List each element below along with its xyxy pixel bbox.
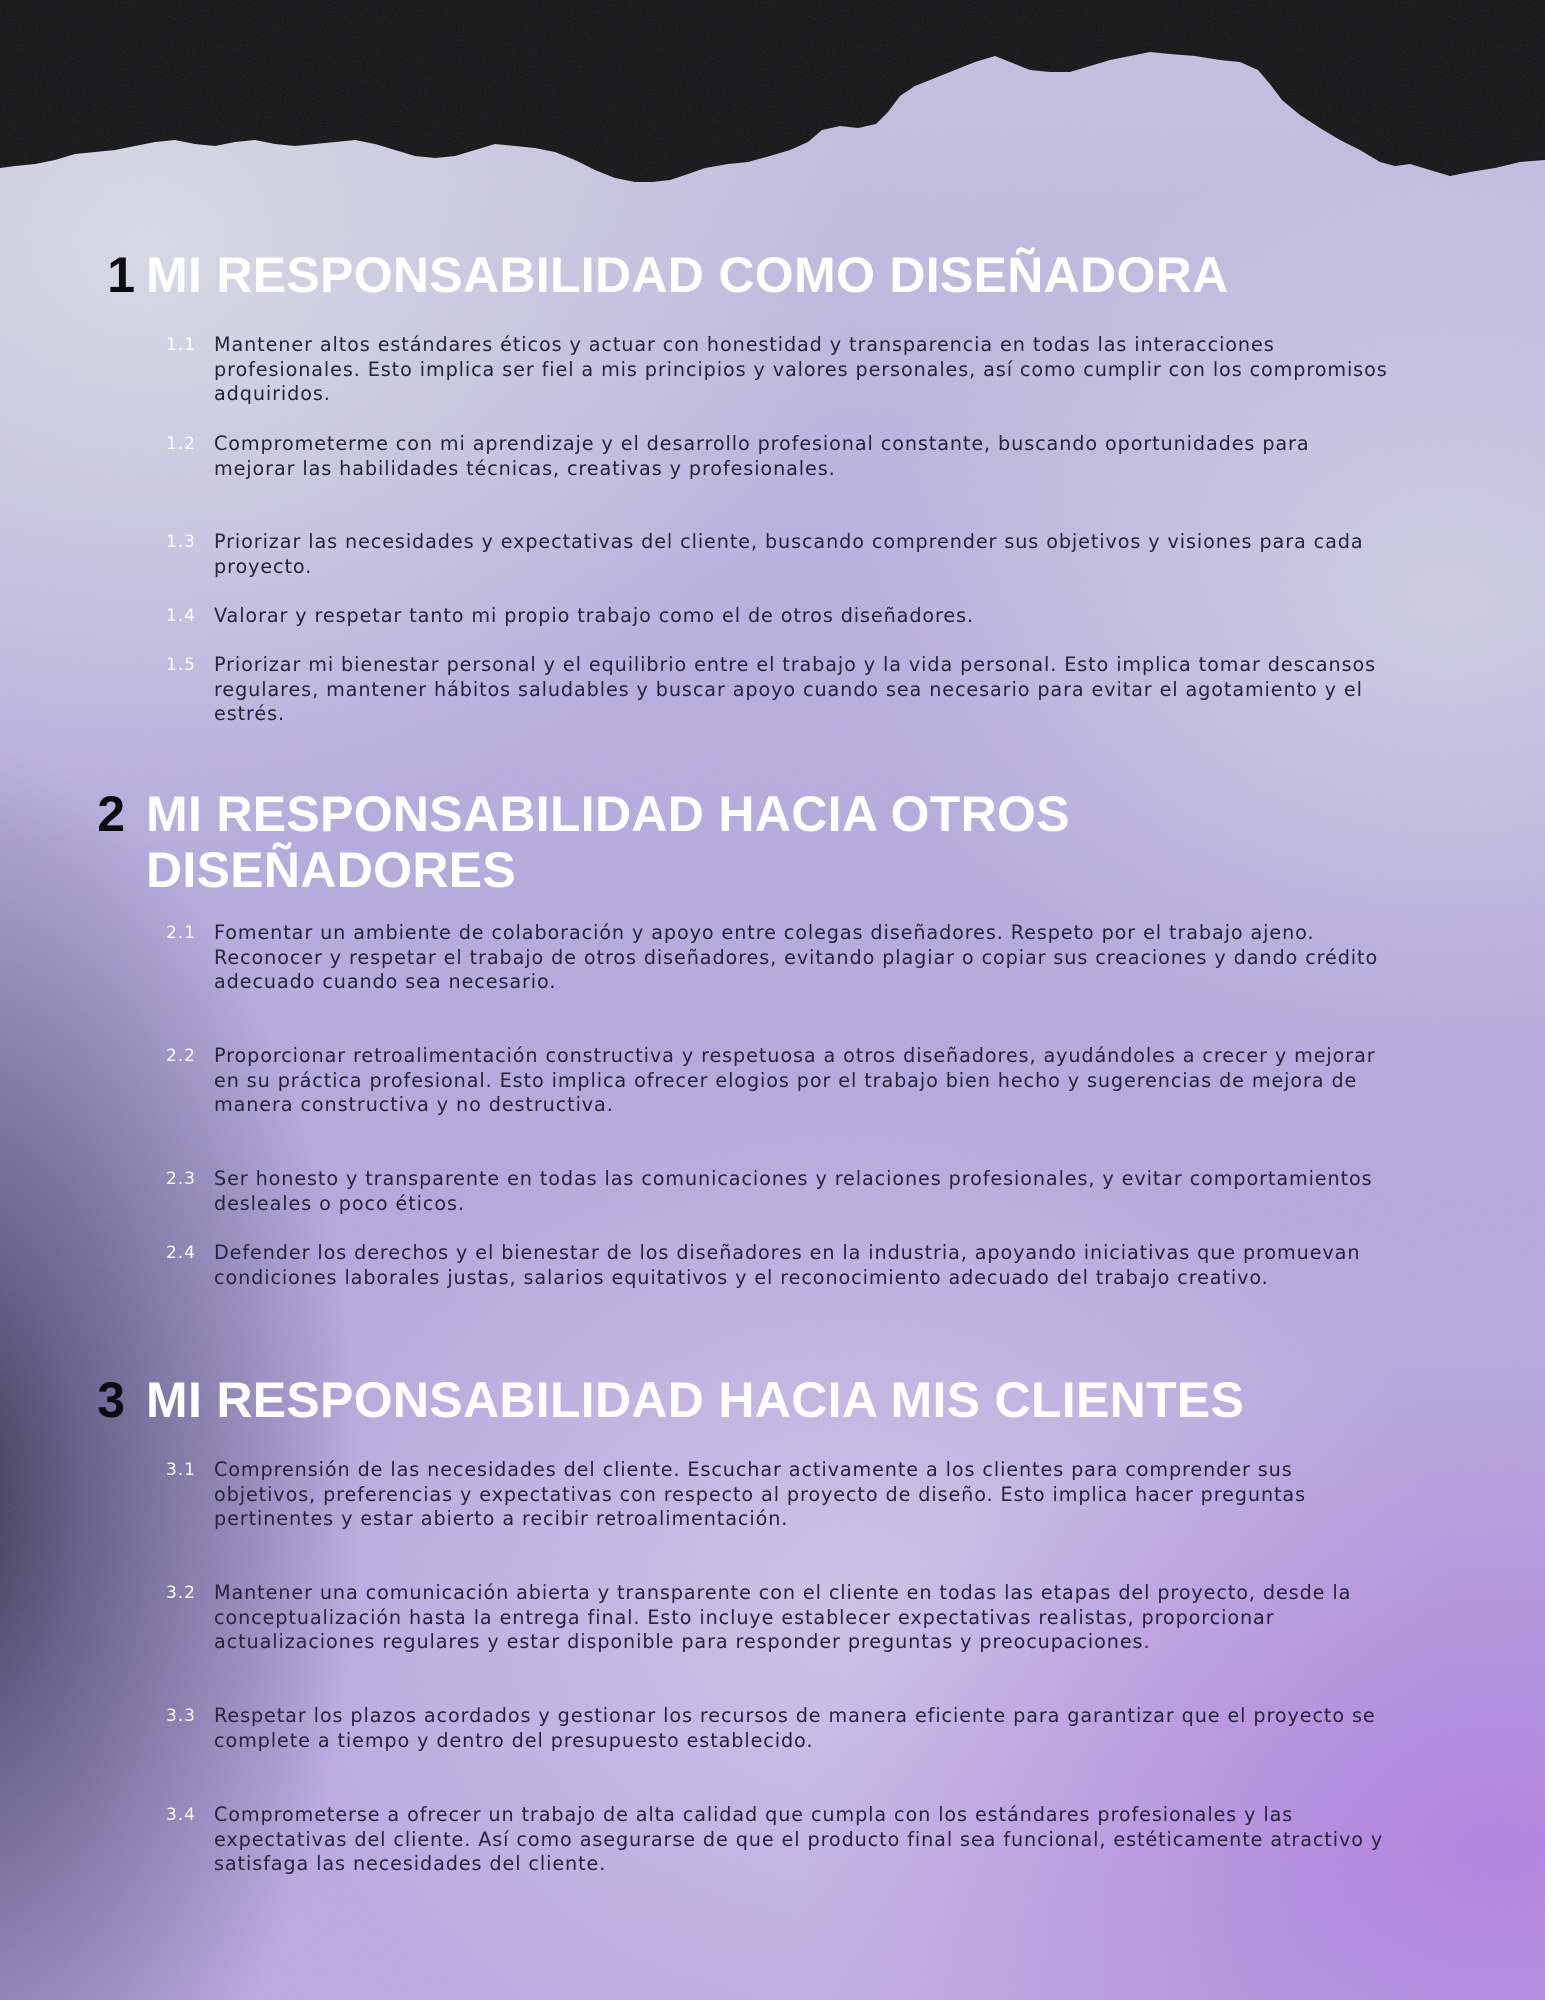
item-number: 2.3	[165, 1169, 196, 1189]
item-number: 3.2	[165, 1583, 196, 1603]
item-number: 1.4	[165, 606, 196, 626]
item-text: Comprensión de las necesidades del cliente. Escuchar activamente a los clientes para comprender sus objetivos, preferencias y expectativas con respecto al proyecto de diseño. Esto implica hacer preguntas pertinentes y estar abierto a recibir retroalimentación.	[214, 1458, 1306, 1531]
item-text: Priorizar las necesidades y expectativas del cliente, buscando comprender sus objetivos y visiones para cada proyecto.	[214, 530, 1364, 578]
torn-paper-edge	[0, 0, 1545, 200]
item-text: Ser honesto y transparente en todas las comunicaciones y relaciones profesionales, y evitar comportamientos desleales o poco éticos.	[214, 1167, 1373, 1215]
item-text: Proporcionar retroalimentación constructiva y respetuosa a otros diseñadores, ayudándoles a crecer y mejorar en su práctica profesional. Esto implica ofrecer elogios por el trabajo bien hecho y sugerencias de mejora de manera constructiva y no destructiva.	[214, 1044, 1376, 1117]
section-3-title: MI RESPONSABILIDAD HACIA MIS CLIENTES	[146, 1372, 1245, 1428]
item-text: Comprometerme con mi aprendizaje y el desarrollo profesional constante, buscando oportunidades para mejorar las habilidades técnicas, creativas y profesionales.	[214, 432, 1310, 480]
item-number: 3.4	[165, 1805, 196, 1825]
section-1-number: 1	[107, 247, 135, 303]
section-2-title-line-2: DISEÑADORES	[146, 842, 517, 898]
item-number: 2.1	[165, 923, 196, 943]
item-text: Comprometerse a ofrecer un trabajo de alta calidad que cumpla con los estándares profesionales y las expectativas del cliente. Así como asegurarse de que el producto final sea funcional, estéticamente atractivo y satisfaga las necesidades del cliente.	[214, 1803, 1384, 1876]
item-number: 2.2	[165, 1046, 196, 1066]
item-number: 1.2	[165, 434, 196, 454]
item-number: 2.4	[165, 1243, 196, 1263]
item-text: Valorar y respetar tanto mi propio trabajo como el de otros diseñadores.	[214, 604, 975, 627]
section-2-number: 2	[97, 786, 125, 842]
item-text: Fomentar un ambiente de colaboración y apoyo entre colegas diseñadores. Respeto por el trabajo ajeno. Reconocer y respetar el trabajo de otros diseñadores, evitando plagiar o copiar sus creaciones y dando crédito adecuado cuando sea necesario.	[214, 921, 1379, 994]
item-text: Respetar los plazos acordados y gestionar los recursos de manera eficiente para garantizar que el proyecto se complete a tiempo y dentro del presupuesto establecido.	[214, 1704, 1376, 1752]
section-3-number: 3	[97, 1372, 125, 1428]
item-number: 1.3	[165, 532, 196, 552]
item-text: Defender los derechos y el bienestar de los diseñadores en la industria, apoyando iniciativas que promuevan condiciones laborales justas, salarios equitativos y el reconocimiento adecuado del trabajo creativo.	[214, 1241, 1361, 1289]
item-text: Mantener una comunicación abierta y transparente con el cliente en todas las etapas del proyecto, desde la conceptualización hasta la entrega final. Esto incluye establecer expectativas realistas, proporcionar actualizaciones regulares y estar disponible para responder preguntas y preocupaciones.	[214, 1581, 1352, 1654]
section-2-title	[146, 786, 1070, 898]
item-number: 1.1	[165, 335, 196, 355]
section-2-title-line-1: MI RESPONSABILIDAD HACIA OTROS	[146, 786, 1070, 842]
section-1-title: MI RESPONSABILIDAD COMO DISEÑADORA	[146, 247, 1229, 303]
item-number: 3.1	[165, 1460, 196, 1480]
item-text: Priorizar mi bienestar personal y el equilibrio entre el trabajo y la vida personal. Esto implica tomar descansos regulares, mantener hábitos saludables y buscar apoyo cuando sea necesario para evitar el agotamiento y el estrés.	[214, 653, 1377, 726]
item-number: 3.3	[165, 1706, 196, 1726]
item-number: 1.5	[165, 655, 196, 675]
item-text: Mantener altos estándares éticos y actuar con honestidad y transparencia en todas las interacciones profesionales. Esto implica ser fiel a mis principios y valores personales, así como cumplir con los compromisos adquiridos.	[214, 333, 1388, 406]
